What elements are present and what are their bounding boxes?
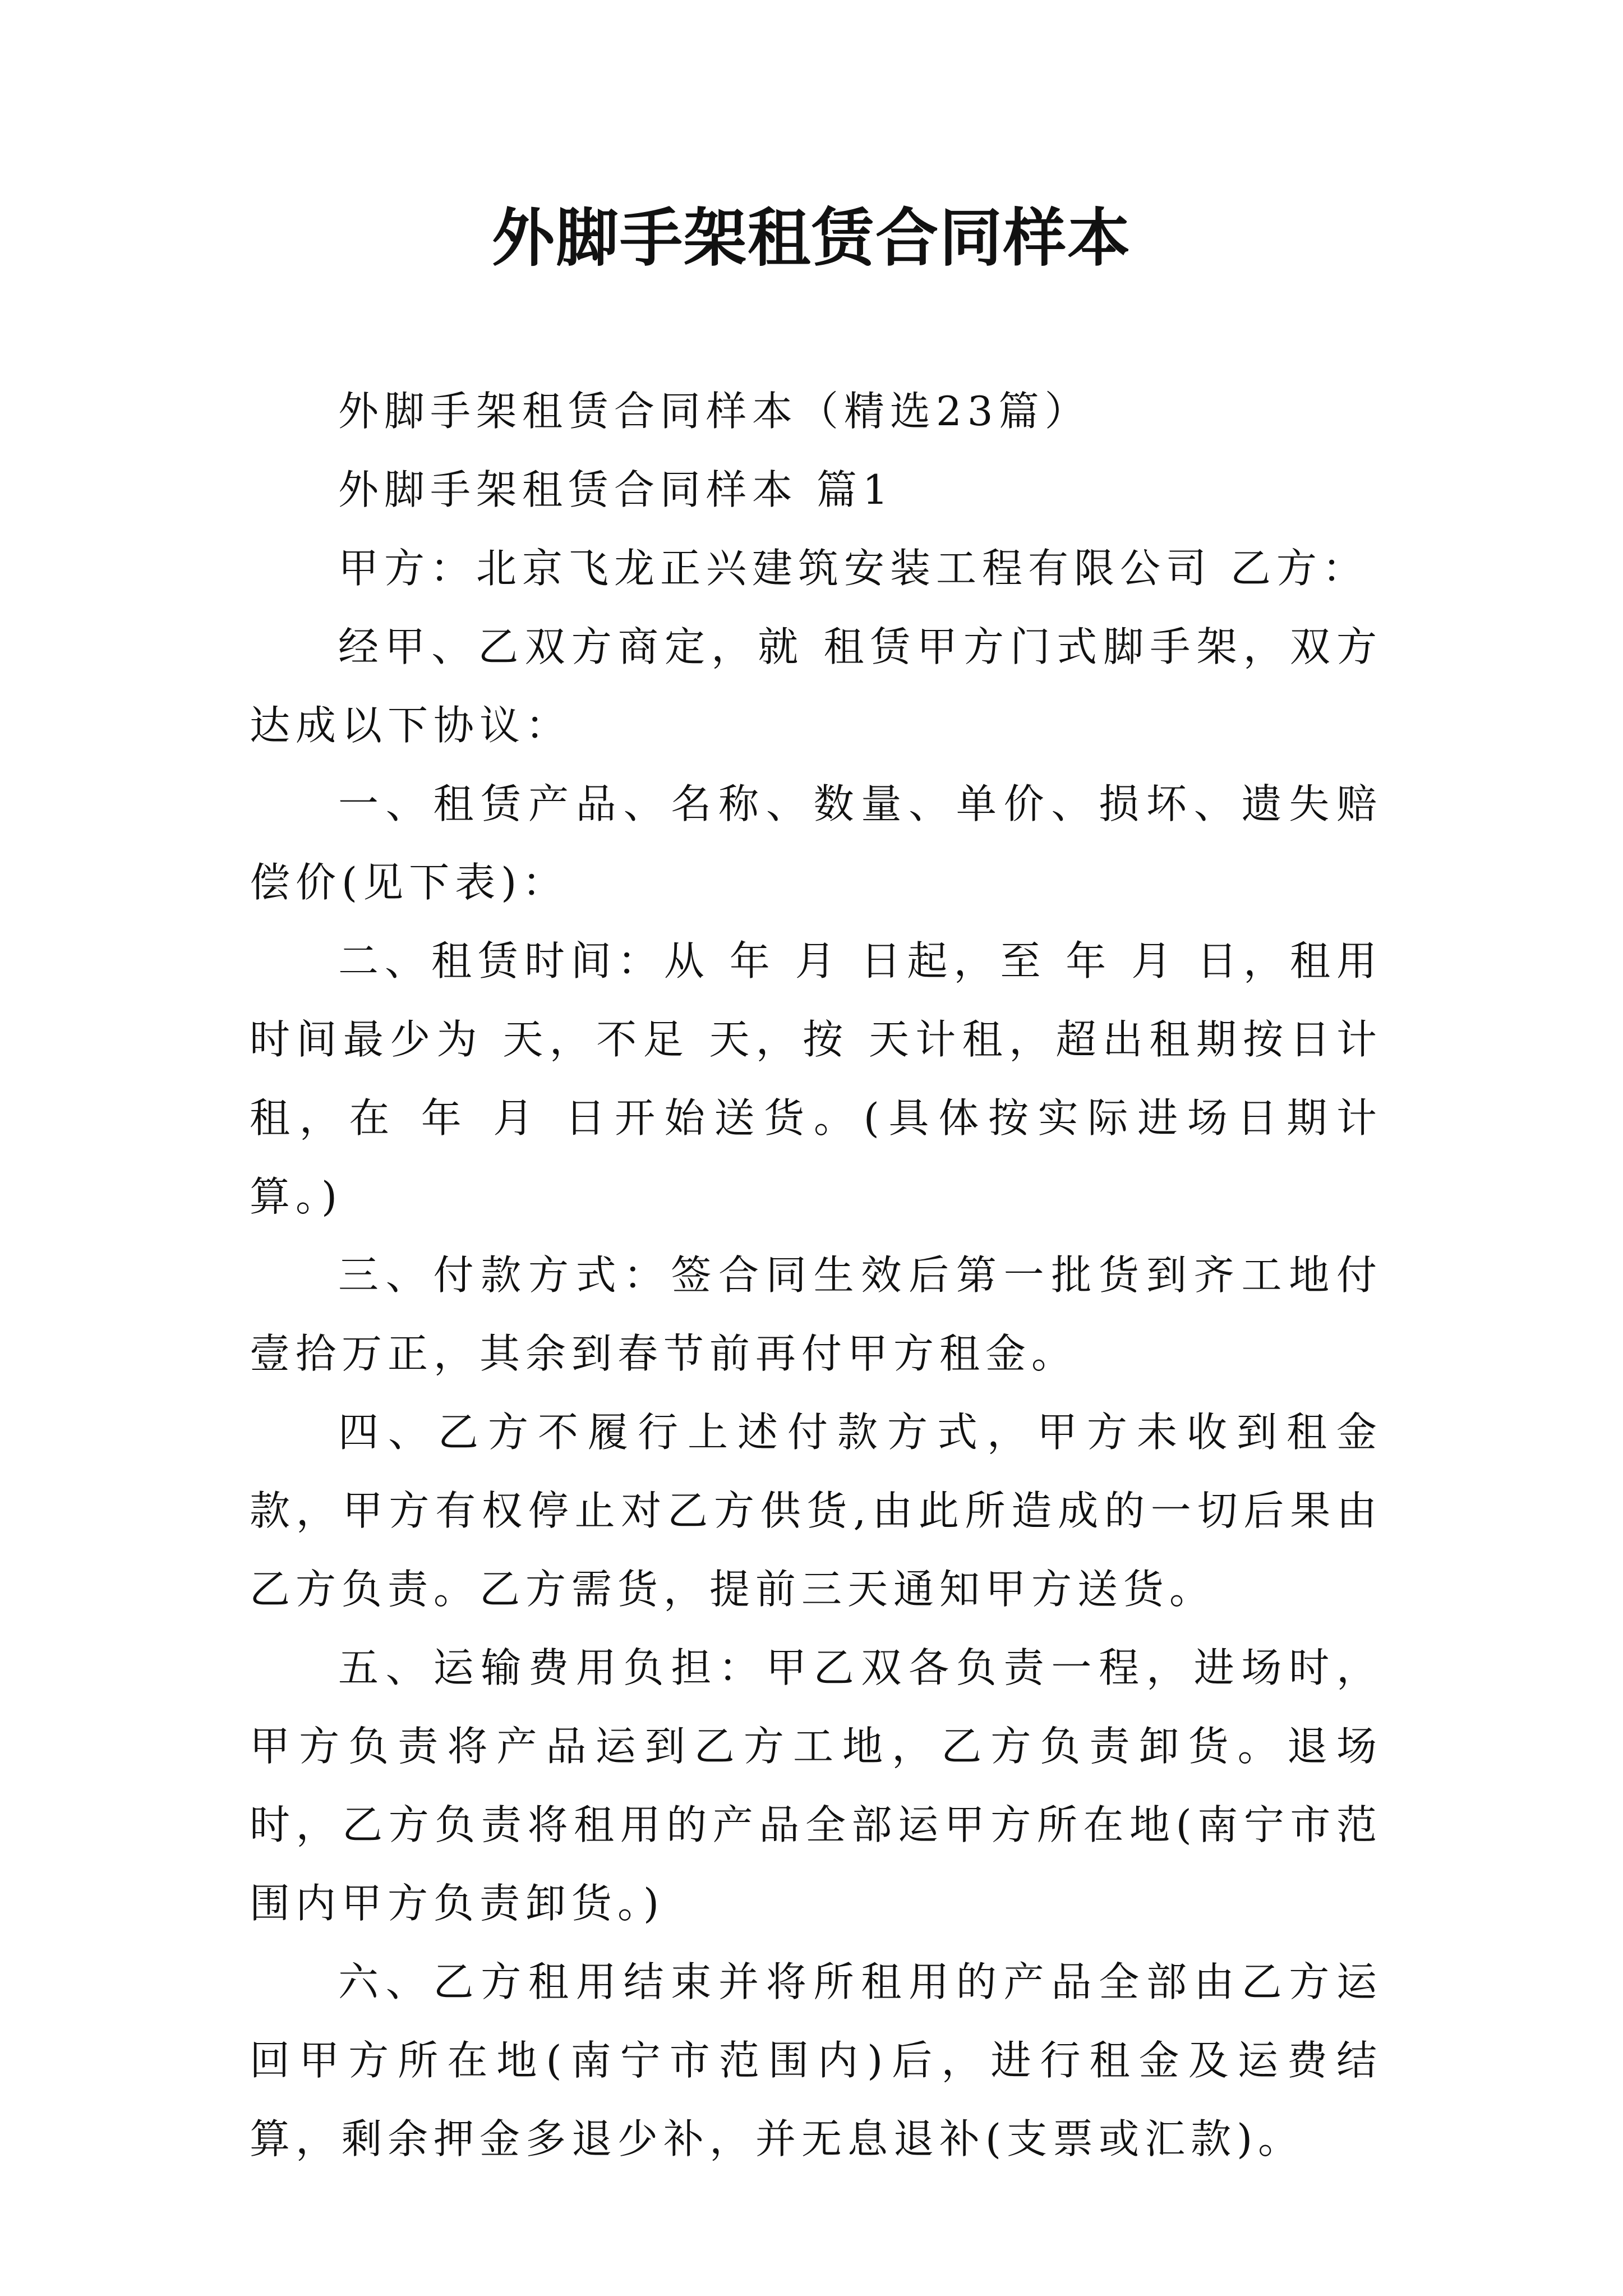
paragraph-parties: 甲方：北京飞龙正兴建筑安装工程有限公司 乙方：: [338, 545, 1368, 592]
paragraph-clause-5: 五、运输费用负担：甲乙双各负责一程，进场时，甲方负责将产品运到乙方工地，乙方负责卸货。退场时，乙方负责将租用的产品全部运甲方所在地(南宁市范围内甲方负责卸货。): [250, 1644, 1382, 1927]
paragraph-section-heading: 外脚手架租赁合同样本 篇1: [338, 466, 894, 513]
document-title: 外脚手架租赁合同样本: [492, 201, 1131, 275]
paragraph-collection-title: 外脚手架租赁合同样本（精选23篇）: [338, 388, 1091, 435]
paragraph-clause-2: 二、租赁时间：从 年 月 日起，至 年 月 日，租用时间最少为 天，不足 天，按 天计租，超出租期按日计租，在 年 月 日开始送货。(具体按实际进场日期计算。): [250, 937, 1382, 1220]
paragraph-agreement-intro: 经甲、乙双方商定，就 租赁甲方门式脚手架，双方达成以下协议：: [250, 623, 1382, 749]
paragraph-clause-3: 三、付款方式：签合同生效后第一批货到齐工地付壹拾万正，其余到春节前再付甲方租金。: [250, 1251, 1382, 1377]
paragraph-clause-6: 六、乙方租用结束并将所租用的产品全部由乙方运回甲方所在地(南宁市范围内)后，进行租金及运费结算，剩余押金多退少补，并无息退补(支票或汇款)。: [250, 1958, 1382, 2162]
paragraph-clause-4: 四、乙方不履行上述付款方式，甲方未收到租金款，甲方有权停止对乙方供货,由此所造成的一切后果由乙方负责。乙方需货，提前三天通知甲方送货。: [250, 1409, 1382, 1613]
document-body: [250, 372, 1382, 2178]
paragraph-clause-1: 一、租赁产品、名称、数量、单价、损坏、遗失赔偿价(见下表)：: [250, 780, 1382, 906]
